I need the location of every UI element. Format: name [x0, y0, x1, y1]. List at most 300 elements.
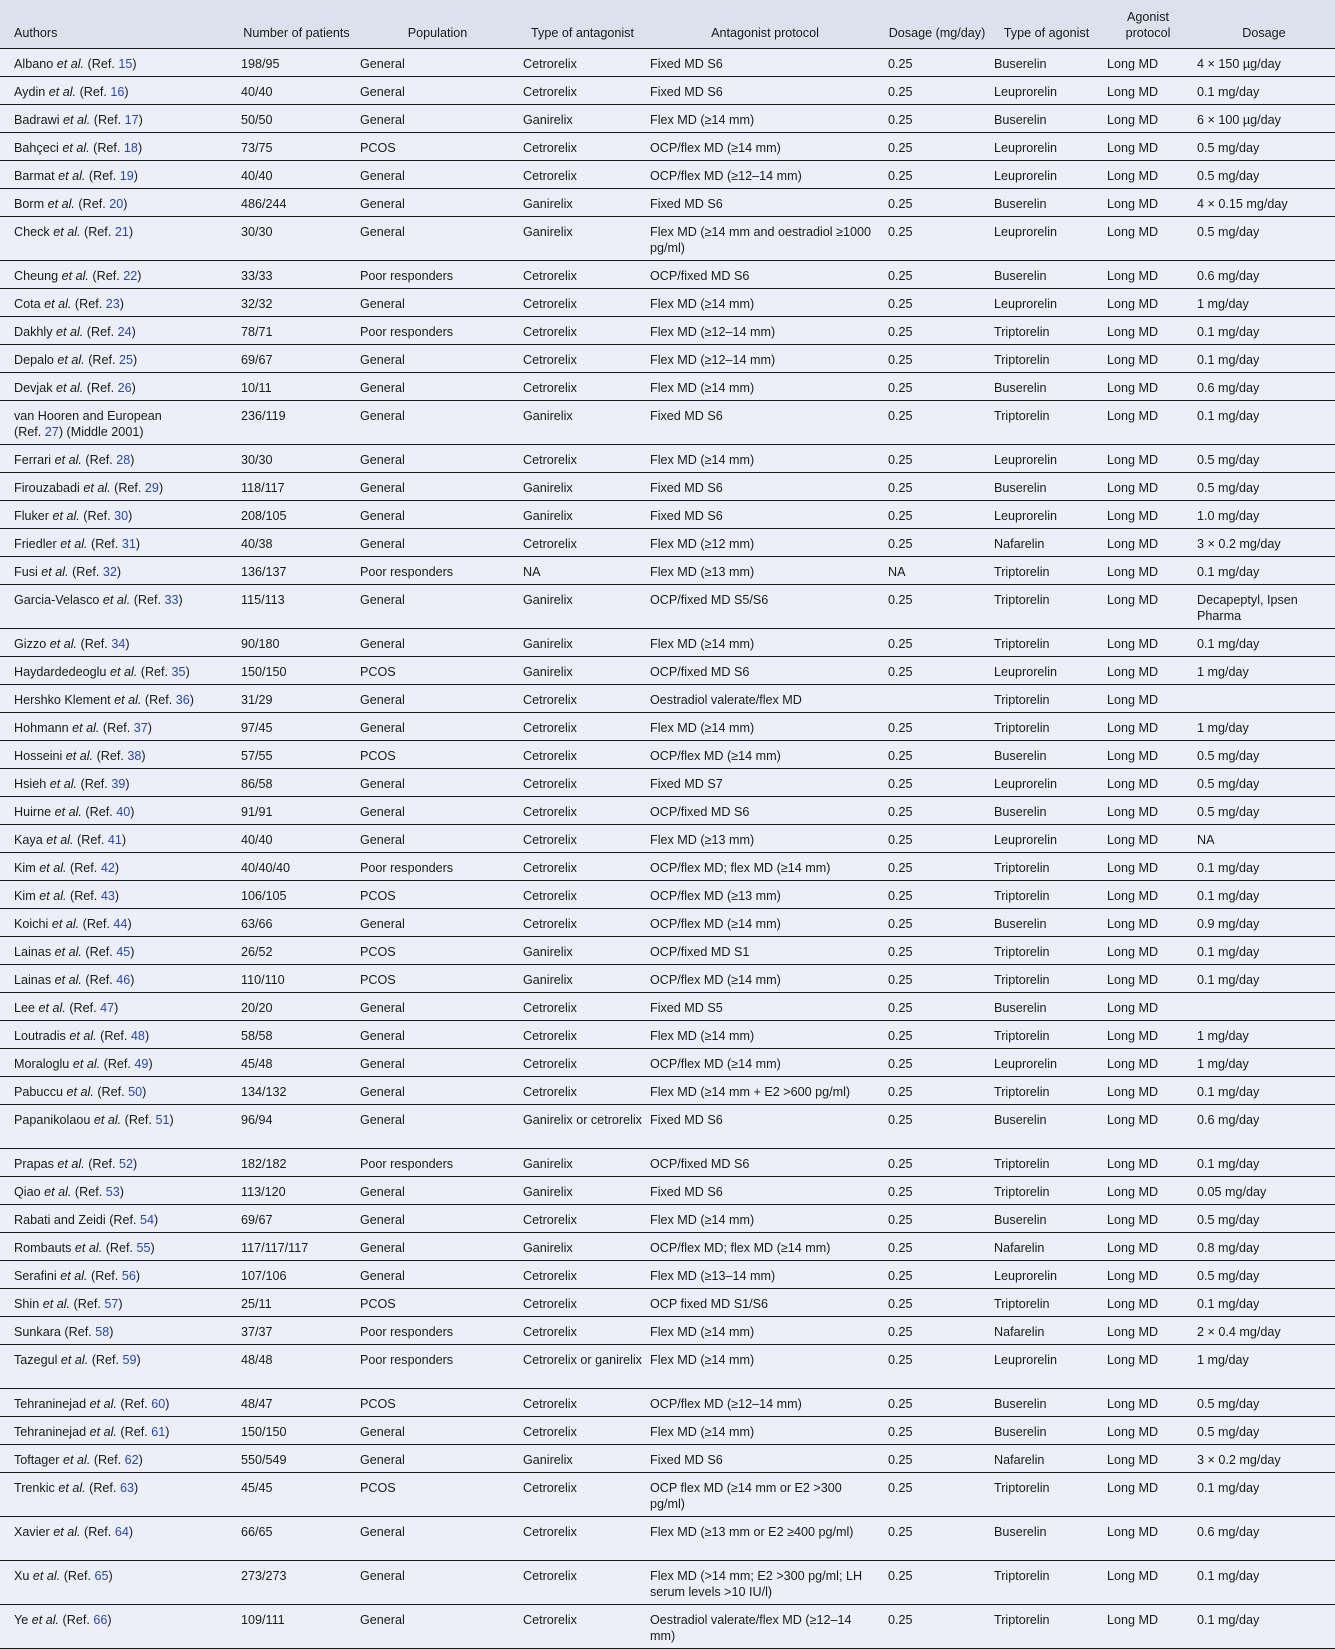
et-al: et al.: [44, 1185, 72, 1199]
cell-agonist-protocol: Long MD: [1103, 373, 1193, 401]
cell-number-of-patients: 30/30: [237, 217, 356, 261]
cell-type-of-antagonist: Cetrorelix: [519, 1205, 646, 1233]
cell-antagonist-dosage: 0.25: [884, 345, 990, 373]
cell-antagonist-dosage: 0.25: [884, 797, 990, 825]
table-row: [0, 161, 1335, 189]
cell-type-of-antagonist: Cetrorelix: [519, 1021, 646, 1049]
author-name: Fluker: [14, 509, 49, 523]
cell-agonist-protocol: Long MD: [1103, 585, 1193, 629]
reference-link[interactable]: 23: [105, 297, 120, 311]
et-al: et al.: [39, 889, 67, 903]
et-al: et al.: [60, 537, 88, 551]
reference-link[interactable]: 37: [133, 721, 148, 735]
reference-link[interactable]: 16: [110, 85, 125, 99]
reference-link[interactable]: 44: [113, 917, 128, 931]
cell-type-of-antagonist: Cetrorelix: [519, 1561, 646, 1605]
et-al: et al.: [60, 1353, 89, 1367]
cell-number-of-patients: 45/48: [237, 1049, 356, 1077]
cell-number-of-patients: 117/117/117: [237, 1233, 356, 1261]
reference-citation: (Ref. 43): [66, 889, 120, 903]
reference-link[interactable]: 58: [95, 1325, 110, 1339]
reference-link[interactable]: 50: [128, 1085, 143, 1099]
table-row: [0, 1077, 1335, 1105]
author-name: Tazegul: [14, 1353, 58, 1367]
cell-agonist-protocol: Long MD: [1103, 77, 1193, 105]
author-name: Ye: [14, 1613, 29, 1627]
et-al: et al.: [44, 297, 72, 311]
reference-link[interactable]: 27: [44, 425, 59, 439]
cell-type-of-agonist: Buserelin: [990, 373, 1103, 401]
table-row: [0, 1561, 1335, 1605]
cell-antagonist-protocol: OCP/flex MD (≥14 mm): [646, 1049, 884, 1077]
cell-type-of-antagonist: Cetrorelix: [519, 1389, 646, 1417]
reference-link[interactable]: 22: [123, 269, 138, 283]
reference-citation: (Ref. 34): [77, 637, 130, 651]
cell-population: Poor responders: [356, 261, 519, 289]
cell-antagonist-dosage: 0.25: [884, 1289, 990, 1317]
reference-link[interactable]: 34: [111, 637, 126, 651]
cell-agonist-protocol: Long MD: [1103, 1177, 1193, 1205]
author-name: Hershko Klement: [14, 693, 111, 707]
et-al: et al.: [49, 637, 78, 651]
author-name: Xavier: [14, 1525, 50, 1539]
cell-population: General: [356, 445, 519, 473]
cell-agonist-protocol: Long MD: [1103, 741, 1193, 769]
reference-link[interactable]: 45: [116, 945, 131, 959]
cell-population: Poor responders: [356, 557, 519, 585]
author-name: Tehraninejad: [14, 1397, 87, 1411]
cell-authors: [0, 1289, 237, 1317]
reference-link[interactable]: 56: [121, 1269, 136, 1283]
table-row: [0, 1389, 1335, 1417]
table-row: [0, 133, 1335, 161]
cell-type-of-agonist: Triptorelin: [990, 401, 1103, 445]
cell-type-of-agonist: Triptorelin: [990, 1177, 1103, 1205]
cell-authors: [0, 993, 237, 1021]
cell-antagonist-dosage: 0.25: [884, 937, 990, 965]
cell-authors: [0, 1049, 237, 1077]
et-al: et al.: [109, 665, 138, 679]
cell-type-of-agonist: Nafarelin: [990, 1233, 1103, 1261]
author-name: Serafini: [14, 1269, 57, 1283]
cell-antagonist-protocol: Flex MD (≥14 mm): [646, 445, 884, 473]
author-name: Lee: [14, 1001, 36, 1015]
et-al: et al.: [54, 453, 82, 467]
reference-link[interactable]: 25: [119, 353, 134, 367]
et-al: et al.: [57, 1157, 85, 1171]
cell-number-of-patients: 106/105: [237, 881, 356, 909]
cell-authors: [0, 853, 237, 881]
table-row: [0, 909, 1335, 937]
cell-agonist-protocol: Long MD: [1103, 853, 1193, 881]
reference-link[interactable]: 47: [100, 1001, 115, 1015]
table-row: [0, 1233, 1335, 1261]
cell-number-of-patients: 113/120: [237, 1177, 356, 1205]
cell-authors: [0, 77, 237, 105]
cell-authors: [0, 133, 237, 161]
table-row: [0, 401, 1335, 445]
et-al: et al.: [56, 325, 84, 339]
cell-authors: [0, 529, 237, 557]
cell-number-of-patients: 136/137: [237, 557, 356, 585]
header-authors: Authors: [0, 0, 237, 49]
cell-authors: [0, 909, 237, 937]
cell-population: General: [356, 685, 519, 713]
cell-antagonist-protocol: Flex MD (≥14 mm): [646, 1417, 884, 1445]
cell-antagonist-dosage: 0.25: [884, 713, 990, 741]
cell-authors: [0, 1077, 237, 1105]
cell-population: General: [356, 797, 519, 825]
cell-antagonist-protocol: Flex MD (≥14 mm): [646, 629, 884, 657]
cell-authors: [0, 881, 237, 909]
cell-antagonist-protocol: OCP flex MD (≥14 mm or E2 >300 pg/ml): [646, 1473, 884, 1517]
cell-agonist-dosage: 0.6 mg/day: [1193, 373, 1335, 401]
cell-agonist-dosage: 0.1 mg/day: [1193, 317, 1335, 345]
reference-link[interactable]: 55: [136, 1241, 151, 1255]
reference-link[interactable]: 52: [119, 1157, 134, 1171]
cell-agonist-protocol: Long MD: [1103, 1205, 1193, 1233]
cell-population: Poor responders: [356, 1317, 519, 1345]
cell-number-of-patients: 91/91: [237, 797, 356, 825]
cell-type-of-antagonist: Ganirelix: [519, 501, 646, 529]
cell-number-of-patients: 40/38: [237, 529, 356, 557]
cell-agonist-dosage: 0.1 mg/day: [1193, 1605, 1335, 1649]
author-name: Friedler: [14, 537, 57, 551]
cell-antagonist-dosage: 0.25: [884, 1389, 990, 1417]
table-body: [0, 49, 1335, 1649]
cell-number-of-patients: 10/11: [237, 373, 356, 401]
cell-type-of-antagonist: Cetrorelix: [519, 1049, 646, 1077]
author-name: Kim: [14, 861, 36, 875]
reference-link[interactable]: 65: [94, 1569, 109, 1583]
cell-antagonist-dosage: [884, 685, 990, 713]
table-row: [0, 797, 1335, 825]
cell-antagonist-protocol: Flex MD (≥14 mm and oestradiol ≥1000 pg/ml): [646, 217, 884, 261]
table-row: [0, 105, 1335, 133]
cell-type-of-agonist: Buserelin: [990, 189, 1103, 217]
cell-population: General: [356, 501, 519, 529]
et-al: et al.: [32, 1569, 61, 1583]
reference-citation: (Ref. 50): [93, 1085, 147, 1099]
cell-agonist-protocol: Long MD: [1103, 713, 1193, 741]
cell-antagonist-dosage: 0.25: [884, 1473, 990, 1517]
cell-number-of-patients: 150/150: [237, 1417, 356, 1445]
et-al: et al.: [63, 113, 91, 127]
et-al: et al.: [58, 169, 86, 183]
cell-population: General: [356, 1177, 519, 1205]
cell-antagonist-protocol: Fixed MD S6: [646, 49, 884, 77]
author-name: Aydin: [14, 85, 46, 99]
reference-link[interactable]: 20: [109, 197, 124, 211]
cell-antagonist-dosage: 0.25: [884, 853, 990, 881]
cell-antagonist-protocol: OCP fixed MD S1/S6: [646, 1289, 884, 1317]
et-al: et al.: [56, 57, 85, 71]
cell-authors: [0, 1605, 237, 1649]
cell-antagonist-protocol: OCP/flex MD; flex MD (≥14 mm): [646, 1233, 884, 1261]
cell-agonist-protocol: Long MD: [1103, 1077, 1193, 1105]
cell-agonist-dosage: 1 mg/day: [1193, 1021, 1335, 1049]
cell-type-of-agonist: Leuprorelin: [990, 1261, 1103, 1289]
cell-population: General: [356, 1105, 519, 1149]
cell-antagonist-dosage: 0.25: [884, 1561, 990, 1605]
reference-link[interactable]: 62: [124, 1453, 139, 1467]
header-number-of-patients: Number of patients: [237, 0, 356, 49]
reference-link[interactable]: 31: [121, 537, 136, 551]
header-antagonist-protocol: Antagonist protocol: [646, 0, 884, 49]
cell-type-of-agonist: Triptorelin: [990, 881, 1103, 909]
cell-antagonist-protocol: OCP/flex MD (≥14 mm): [646, 909, 884, 937]
cell-antagonist-dosage: NA: [884, 557, 990, 585]
cell-population: General: [356, 1445, 519, 1473]
cell-population: Poor responders: [356, 1149, 519, 1177]
reference-citation: (Ref. 19): [85, 169, 138, 183]
cell-type-of-antagonist: Cetrorelix: [519, 881, 646, 909]
table-row: [0, 317, 1335, 345]
cell-agonist-protocol: Long MD: [1103, 445, 1193, 473]
reference-link[interactable]: 54: [140, 1213, 155, 1227]
cell-antagonist-protocol: Flex MD (≥14 mm): [646, 1021, 884, 1049]
reference-link[interactable]: 53: [105, 1185, 120, 1199]
cell-agonist-dosage: 0.5 mg/day: [1193, 769, 1335, 797]
cell-agonist-protocol: Long MD: [1103, 1517, 1193, 1561]
cell-agonist-protocol: Long MD: [1103, 993, 1193, 1021]
reference-link[interactable]: 48: [130, 1029, 145, 1043]
cell-authors: [0, 1417, 237, 1445]
cell-population: General: [356, 161, 519, 189]
cell-antagonist-protocol: OCP/flex MD; flex MD (≥14 mm): [646, 853, 884, 881]
reference-link[interactable]: 64: [114, 1525, 129, 1539]
cell-authors: [0, 1445, 237, 1473]
table-row: [0, 1473, 1335, 1517]
table-row: [0, 345, 1335, 373]
cell-type-of-agonist: Leuprorelin: [990, 1345, 1103, 1389]
reference-link[interactable]: 59: [122, 1353, 137, 1367]
cell-population: General: [356, 1077, 519, 1105]
cell-agonist-protocol: Long MD: [1103, 769, 1193, 797]
author-name: Fusi: [14, 565, 38, 579]
cell-type-of-agonist: Triptorelin: [990, 1473, 1103, 1517]
cell-antagonist-dosage: 0.25: [884, 657, 990, 685]
cell-agonist-protocol: Long MD: [1103, 909, 1193, 937]
cell-antagonist-dosage: 0.25: [884, 993, 990, 1021]
reference-link[interactable]: 57: [104, 1297, 119, 1311]
cell-population: General: [356, 1205, 519, 1233]
table-row: [0, 1205, 1335, 1233]
cell-agonist-dosage: 4 × 0.15 mg/day: [1193, 189, 1335, 217]
reference-link[interactable]: 51: [155, 1113, 170, 1127]
cell-agonist-dosage: 0.5 mg/day: [1193, 1389, 1335, 1417]
table-row: [0, 937, 1335, 965]
reference-citation: (Ref. 56): [87, 1269, 141, 1283]
cell-number-of-patients: 45/45: [237, 1473, 356, 1517]
cell-antagonist-protocol: Fixed MD S5: [646, 993, 884, 1021]
reference-link[interactable]: 26: [117, 381, 132, 395]
author-name: Hosseini: [14, 749, 63, 763]
author-name: Hohmann: [14, 721, 69, 735]
cell-agonist-dosage: [1193, 685, 1335, 713]
cell-agonist-protocol: Long MD: [1103, 1289, 1193, 1317]
cell-agonist-dosage: 0.8 mg/day: [1193, 1233, 1335, 1261]
reference-link[interactable]: 36: [175, 693, 190, 707]
cell-antagonist-dosage: 0.25: [884, 1605, 990, 1649]
cell-type-of-antagonist: Cetrorelix: [519, 993, 646, 1021]
cell-population: General: [356, 1233, 519, 1261]
reference-citation: (Ref. 49): [100, 1057, 153, 1071]
cell-number-of-patients: 150/150: [237, 657, 356, 685]
et-al: et al.: [46, 833, 74, 847]
reference-link[interactable]: 60: [151, 1397, 166, 1411]
cell-agonist-protocol: Long MD: [1103, 1345, 1193, 1389]
cell-type-of-antagonist: Cetrorelix: [519, 317, 646, 345]
reference-link[interactable]: 32: [102, 565, 117, 579]
reference-citation: (Ref. 33): [130, 593, 183, 607]
cell-type-of-agonist: Leuprorelin: [990, 289, 1103, 317]
reference-citation: (Ref. 42): [66, 861, 120, 875]
reference-link[interactable]: 24: [117, 325, 132, 339]
reference-link[interactable]: 33: [164, 593, 179, 607]
cell-authors: [0, 401, 237, 445]
et-al: et al.: [58, 1481, 86, 1495]
cell-type-of-antagonist: Ganirelix: [519, 189, 646, 217]
header-type-of-antagonist: Type of antagonist: [519, 0, 646, 49]
reference-link[interactable]: 15: [118, 57, 133, 71]
cell-type-of-agonist: Nafarelin: [990, 1445, 1103, 1473]
table-row: [0, 965, 1335, 993]
cell-number-of-patients: 96/94: [237, 1105, 356, 1149]
author-name: Cota: [14, 297, 41, 311]
cell-agonist-protocol: Long MD: [1103, 49, 1193, 77]
cell-type-of-antagonist: Cetrorelix: [519, 1261, 646, 1289]
cell-antagonist-protocol: Flex MD (≥14 mm): [646, 1317, 884, 1345]
header-population: Population: [356, 0, 519, 49]
reference-link[interactable]: 30: [114, 509, 129, 523]
table-row: [0, 741, 1335, 769]
cell-antagonist-protocol: Fixed MD S6: [646, 401, 884, 445]
cell-type-of-antagonist: Cetrorelix: [519, 853, 646, 881]
reference-link[interactable]: 66: [93, 1613, 108, 1627]
cell-antagonist-dosage: 0.25: [884, 289, 990, 317]
reference-link[interactable]: 49: [134, 1057, 149, 1071]
reference-link[interactable]: 18: [123, 141, 138, 155]
cell-agonist-protocol: Long MD: [1103, 501, 1193, 529]
cell-type-of-agonist: Buserelin: [990, 49, 1103, 77]
cell-type-of-agonist: Triptorelin: [990, 713, 1103, 741]
cell-population: General: [356, 289, 519, 317]
cell-agonist-dosage: 0.1 mg/day: [1193, 1473, 1335, 1517]
cell-antagonist-protocol: Fixed MD S6: [646, 473, 884, 501]
cell-antagonist-protocol: Oestradiol valerate/flex MD (≥12–14 mm): [646, 1605, 884, 1649]
cell-authors: [0, 1021, 237, 1049]
et-al: et al.: [56, 381, 84, 395]
cell-number-of-patients: 273/273: [237, 1561, 356, 1605]
et-al: et al.: [48, 85, 77, 99]
cell-antagonist-protocol: Fixed MD S6: [646, 1177, 884, 1205]
et-al: et al.: [65, 749, 94, 763]
cell-population: General: [356, 1261, 519, 1289]
table-row: [0, 1105, 1335, 1149]
cell-number-of-patients: 69/67: [237, 345, 356, 373]
reference-link[interactable]: 40: [116, 805, 131, 819]
cell-population: General: [356, 909, 519, 937]
cell-type-of-antagonist: Ganirelix: [519, 105, 646, 133]
cell-authors: [0, 445, 237, 473]
reference-citation: (Ref. 52): [84, 1157, 138, 1171]
cell-agonist-protocol: Long MD: [1103, 881, 1193, 909]
reference-citation: (Ref. 31): [87, 537, 141, 551]
reference-link[interactable]: 46: [116, 973, 131, 987]
cell-agonist-dosage: 0.1 mg/day: [1193, 1077, 1335, 1105]
reference-link[interactable]: 42: [100, 861, 115, 875]
author-name: Rabati and Zeidi: [14, 1213, 106, 1227]
cell-number-of-patients: 236/119: [237, 401, 356, 445]
cell-antagonist-dosage: 0.25: [884, 1105, 990, 1149]
et-al: et al.: [39, 861, 67, 875]
cell-antagonist-protocol: OCP/fixed MD S6: [646, 261, 884, 289]
cell-authors: [0, 965, 237, 993]
author-name: Tehraninejad: [14, 1425, 87, 1439]
cell-authors: [0, 741, 237, 769]
cell-authors: [0, 105, 237, 133]
author-name: Huirne: [14, 805, 52, 819]
cell-population: General: [356, 189, 519, 217]
cell-type-of-antagonist: Cetrorelix: [519, 769, 646, 797]
author-name: Gizzo: [14, 637, 47, 651]
cell-population: General: [356, 1417, 519, 1445]
cell-authors: [0, 629, 237, 657]
cell-type-of-antagonist: Cetrorelix: [519, 1417, 646, 1445]
cell-population: PCOS: [356, 133, 519, 161]
cell-antagonist-protocol: OCP/fixed MD S6: [646, 797, 884, 825]
reference-citation: (Ref. 38): [93, 749, 146, 763]
reference-link[interactable]: 19: [119, 169, 134, 183]
reference-link[interactable]: 35: [171, 665, 186, 679]
cell-agonist-dosage: 0.1 mg/day: [1193, 965, 1335, 993]
reference-citation: (Ref. 22): [88, 269, 142, 283]
cell-type-of-agonist: Nafarelin: [990, 1317, 1103, 1345]
cell-antagonist-protocol: Flex MD (≥14 mm): [646, 289, 884, 317]
cell-number-of-patients: 78/71: [237, 317, 356, 345]
reference-link[interactable]: 17: [124, 113, 139, 127]
author-name: Loutradis: [14, 1029, 66, 1043]
cell-agonist-dosage: 1.0 mg/day: [1193, 501, 1335, 529]
table-row: [0, 713, 1335, 741]
cell-agonist-dosage: 0.05 mg/day: [1193, 1177, 1335, 1205]
reference-link[interactable]: 41: [107, 833, 122, 847]
cell-agonist-dosage: 0.1 mg/day: [1193, 345, 1335, 373]
reference-link[interactable]: 63: [119, 1481, 134, 1495]
cell-antagonist-dosage: 0.25: [884, 1417, 990, 1445]
reference-link[interactable]: 43: [100, 889, 115, 903]
cell-type-of-antagonist: Ganirelix: [519, 1177, 646, 1205]
reference-link[interactable]: 39: [111, 777, 126, 791]
header-agonist-dosage: Dosage: [1193, 0, 1335, 49]
cell-agonist-dosage: 1 mg/day: [1193, 289, 1335, 317]
reference-link[interactable]: 21: [114, 225, 129, 239]
reference-link[interactable]: 29: [144, 481, 159, 495]
reference-link[interactable]: 61: [151, 1425, 166, 1439]
reference-link[interactable]: 38: [127, 749, 142, 763]
cell-type-of-antagonist: Cetrorelix: [519, 77, 646, 105]
reference-citation: (Ref. 58): [60, 1325, 114, 1339]
cell-type-of-antagonist: Ganirelix: [519, 965, 646, 993]
cell-type-of-antagonist: Cetrorelix: [519, 1517, 646, 1561]
author-name: Barmat: [14, 169, 55, 183]
cell-population: General: [356, 629, 519, 657]
cell-number-of-patients: 486/244: [237, 189, 356, 217]
reference-link[interactable]: 28: [116, 453, 131, 467]
cell-type-of-antagonist: Cetrorelix or ganirelix: [519, 1345, 646, 1389]
cell-population: Poor responders: [356, 317, 519, 345]
